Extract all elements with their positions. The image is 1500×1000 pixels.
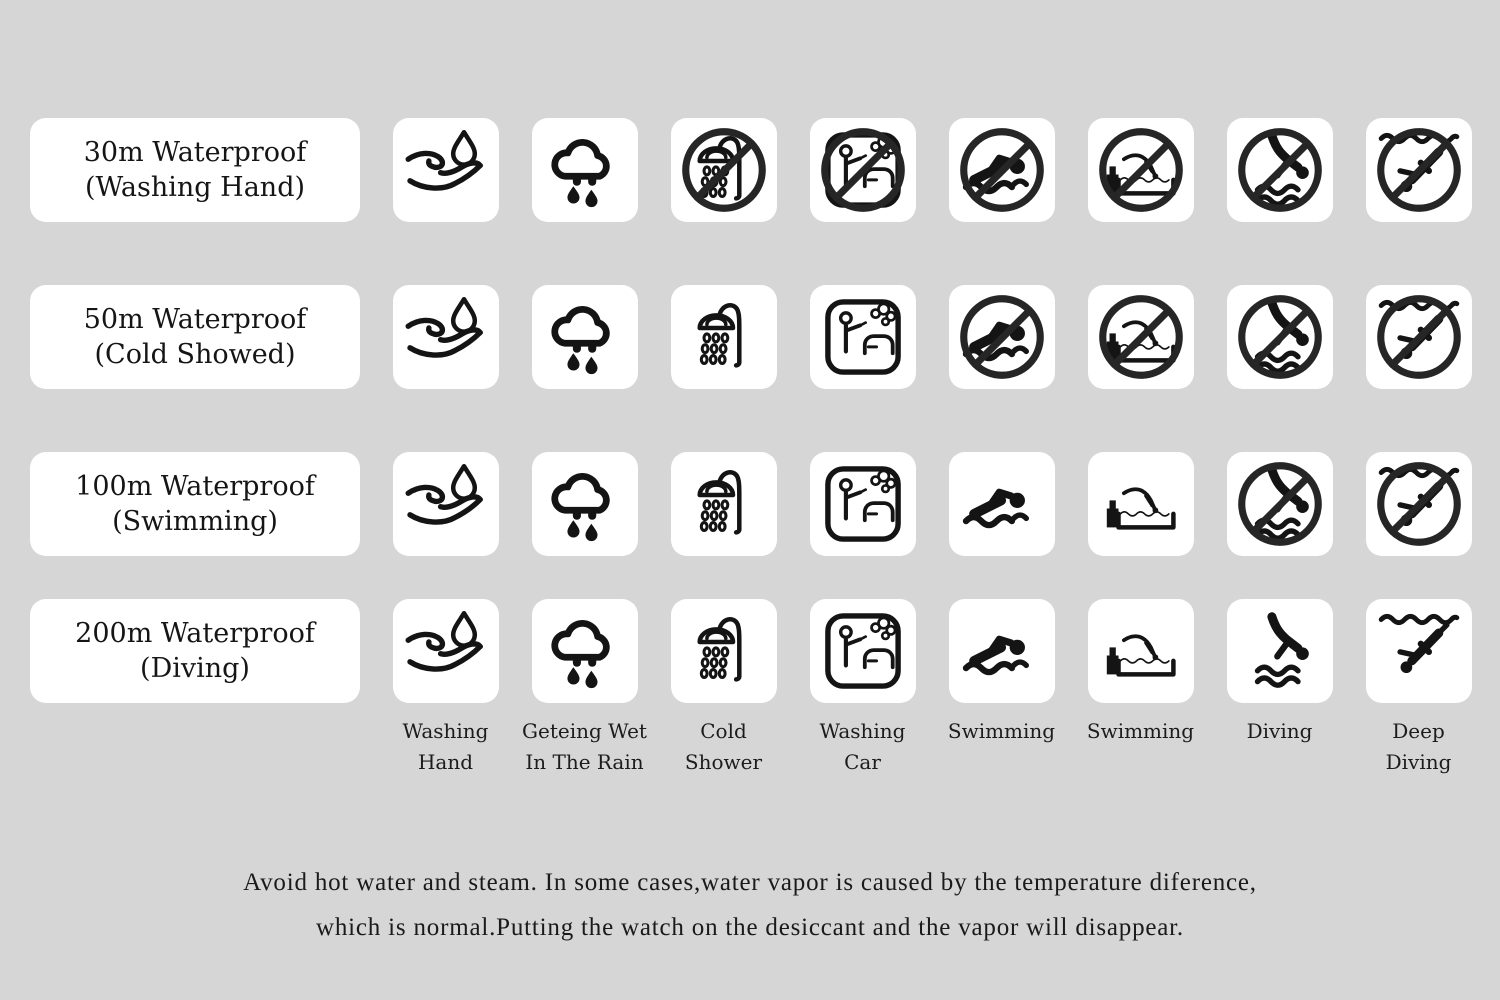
cell-diving-prohibited xyxy=(1227,285,1333,389)
prohibited-overlay-icon xyxy=(812,119,914,221)
column-label-diving: Diving xyxy=(1246,719,1313,743)
cell-deep-diving-allowed xyxy=(1366,599,1472,703)
cell-swimming-allowed xyxy=(949,599,1055,703)
washing-hand-icon xyxy=(401,606,491,696)
rain-cloud-icon xyxy=(540,459,630,549)
cell-deep-diving-prohibited xyxy=(1366,118,1472,222)
cell-diving-prohibited xyxy=(1227,118,1333,222)
column-labels xyxy=(376,716,1488,778)
row-label xyxy=(30,599,360,703)
cell-washing-hand-allowed xyxy=(393,452,499,556)
footer-note xyxy=(0,860,1500,950)
cold-shower-icon xyxy=(679,292,769,382)
prohibited-overlay-icon xyxy=(1090,286,1192,388)
prohibited-overlay-icon xyxy=(951,119,1053,221)
cell-washing-hand-allowed xyxy=(393,285,499,389)
diving-icon xyxy=(1235,606,1325,696)
cell-washing-hand-allowed xyxy=(393,599,499,703)
row-label-line2: (Washing Hand) xyxy=(84,172,306,203)
prohibited-overlay-icon xyxy=(1229,453,1331,555)
cell-washing-car-allowed xyxy=(810,599,916,703)
row-label xyxy=(30,452,360,556)
row-label-line2: (Cold Showed) xyxy=(94,339,296,370)
cell-cold-shower-allowed xyxy=(671,452,777,556)
cell-swimming-prohibited xyxy=(949,285,1055,389)
cell-pool-diving-prohibited xyxy=(1088,118,1194,222)
column-label-washing-car: Washing Car xyxy=(819,719,906,774)
column-label-washing-hand: Washing Hand xyxy=(402,719,489,774)
rain-cloud-icon xyxy=(540,606,630,696)
prohibited-overlay-icon xyxy=(1090,119,1192,221)
washing-car-icon xyxy=(818,606,908,696)
cold-shower-icon xyxy=(679,459,769,549)
prohibited-overlay-icon xyxy=(1368,286,1470,388)
washing-car-icon xyxy=(818,292,908,382)
deep-diving-icon xyxy=(1374,606,1464,696)
cell-pool-diving-prohibited xyxy=(1088,285,1194,389)
column-label-cold-shower: Cold Shower xyxy=(684,719,763,774)
cell-cold-shower-prohibited xyxy=(671,118,777,222)
column-label-pool-diving: Swimming xyxy=(1086,719,1195,743)
washing-hand-icon xyxy=(401,292,491,382)
prohibited-overlay-icon xyxy=(1229,286,1331,388)
prohibited-overlay-icon xyxy=(1368,453,1470,555)
column-label-swimming: Swimming xyxy=(947,719,1056,743)
cell-diving-allowed xyxy=(1227,599,1333,703)
footer-note-line2: which is normal.Putting the watch on the desiccant and the vapor will disappear. xyxy=(316,914,1184,941)
cell-diving-prohibited xyxy=(1227,452,1333,556)
cold-shower-icon xyxy=(679,606,769,696)
cell-deep-diving-prohibited xyxy=(1366,285,1472,389)
column-label-deep-diving: Deep Diving xyxy=(1385,719,1452,774)
footer-note-line1: Avoid hot water and steam. In some cases,water vapor is caused by the temperature diference, xyxy=(243,869,1257,896)
cell-rain-allowed xyxy=(532,285,638,389)
row-label-line2: (Diving) xyxy=(140,653,250,684)
row-label-line1: 30m Waterproof xyxy=(83,136,307,168)
cell-pool-diving-allowed xyxy=(1088,599,1194,703)
prohibited-overlay-icon xyxy=(1368,119,1470,221)
pool-diving-icon xyxy=(1096,459,1186,549)
prohibited-overlay-icon xyxy=(673,119,775,221)
washing-hand-icon xyxy=(401,459,491,549)
row-label-line1: 200m Waterproof xyxy=(75,617,315,649)
washing-car-icon xyxy=(818,459,908,549)
row-label xyxy=(30,285,360,389)
cell-washing-hand-allowed xyxy=(393,118,499,222)
swimming-icon xyxy=(957,459,1047,549)
waterproof-row-1 xyxy=(30,118,1472,222)
cell-deep-diving-prohibited xyxy=(1366,452,1472,556)
pool-diving-icon xyxy=(1096,606,1186,696)
rain-cloud-icon xyxy=(540,292,630,382)
waterproof-grid xyxy=(30,118,1472,703)
cell-washing-car-prohibited xyxy=(810,118,916,222)
waterproof-row-2 xyxy=(30,285,1472,389)
cell-cold-shower-allowed xyxy=(671,285,777,389)
cell-rain-allowed xyxy=(532,118,638,222)
washing-hand-icon xyxy=(401,125,491,215)
prohibited-overlay-icon xyxy=(1229,119,1331,221)
cell-swimming-allowed xyxy=(949,452,1055,556)
row-label xyxy=(30,118,360,222)
waterproof-row-4 xyxy=(30,599,1472,703)
swimming-icon xyxy=(957,606,1047,696)
row-label-line1: 100m Waterproof xyxy=(75,470,315,502)
prohibited-overlay-icon xyxy=(951,286,1053,388)
cell-rain-allowed xyxy=(532,599,638,703)
cell-rain-allowed xyxy=(532,452,638,556)
column-label-rain: Geteing Wet In The Rain xyxy=(522,719,647,774)
rain-cloud-icon xyxy=(540,125,630,215)
cell-pool-diving-allowed xyxy=(1088,452,1194,556)
cell-washing-car-allowed xyxy=(810,452,916,556)
waterproof-row-3 xyxy=(30,452,1472,556)
row-label-line2: (Swimming) xyxy=(112,506,278,537)
cell-cold-shower-allowed xyxy=(671,599,777,703)
cell-washing-car-allowed xyxy=(810,285,916,389)
row-label-line1: 50m Waterproof xyxy=(83,303,307,335)
cell-swimming-prohibited xyxy=(949,118,1055,222)
